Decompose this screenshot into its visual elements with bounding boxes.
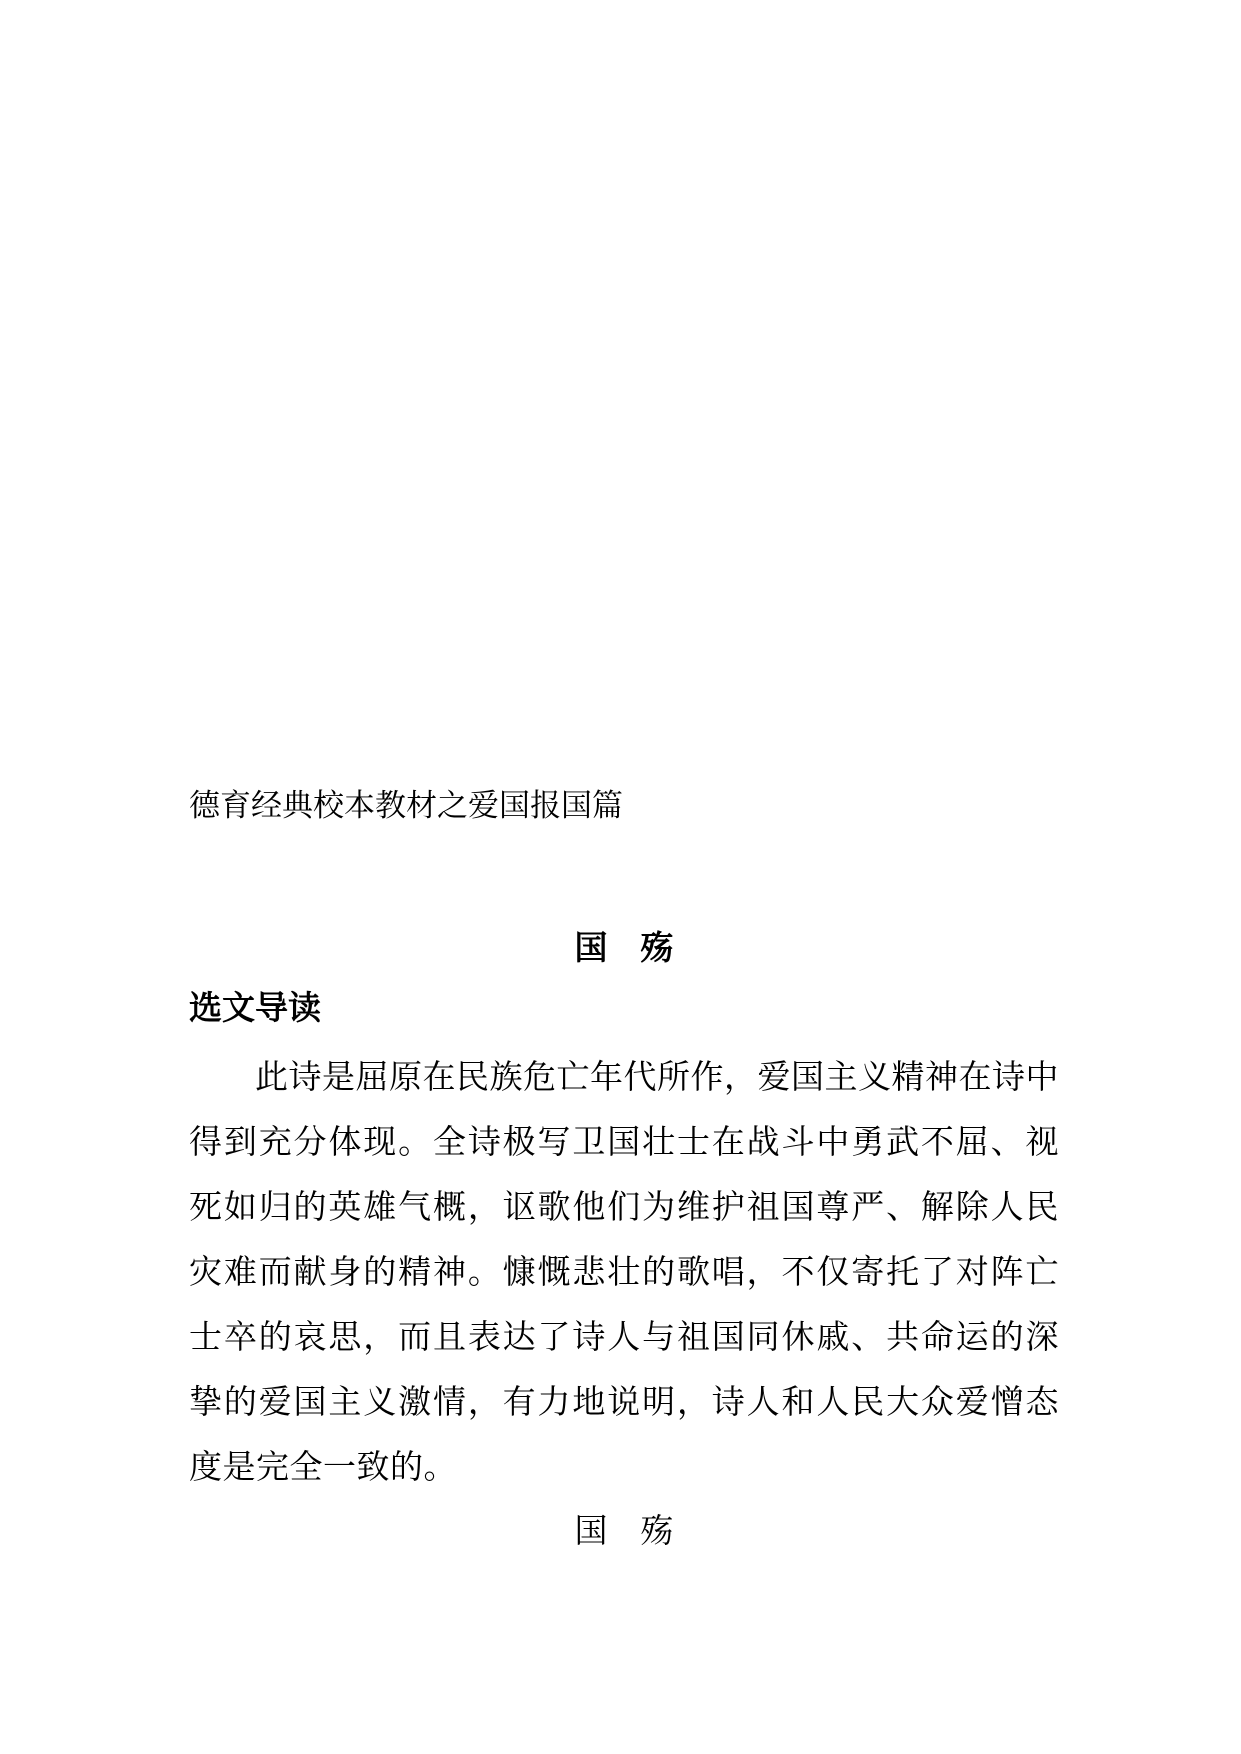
document-header-title: 德育经典校本教材之爱国报国篇 — [189, 788, 623, 824]
poem-title: 国 殇 — [574, 1511, 674, 1550]
intro-paragraph: 此诗是屈原在民族危亡年代所作，爱国主义精神在诗中得到充分体现。全诗极写卫国壮士在战斗中勇武不屈、视死如归的英雄气概，讴歌他们为维护祖国尊严、解除人民灾难而献身的精神。慷慨悲壮的歌唱，不仅寄托了对阵亡士卒的哀思，而且表达了诗人与祖国同休戚、共命运的深挚的爱国主义激情，有力地说明，诗人和人民大众爱憎态度是完全一致的。 — [189, 1057, 1059, 1486]
poem-title-heading: 国 殇 — [574, 928, 674, 967]
document-content — [189, 786, 1059, 1553]
section-heading-intro: 选文导读 — [189, 988, 321, 1027]
